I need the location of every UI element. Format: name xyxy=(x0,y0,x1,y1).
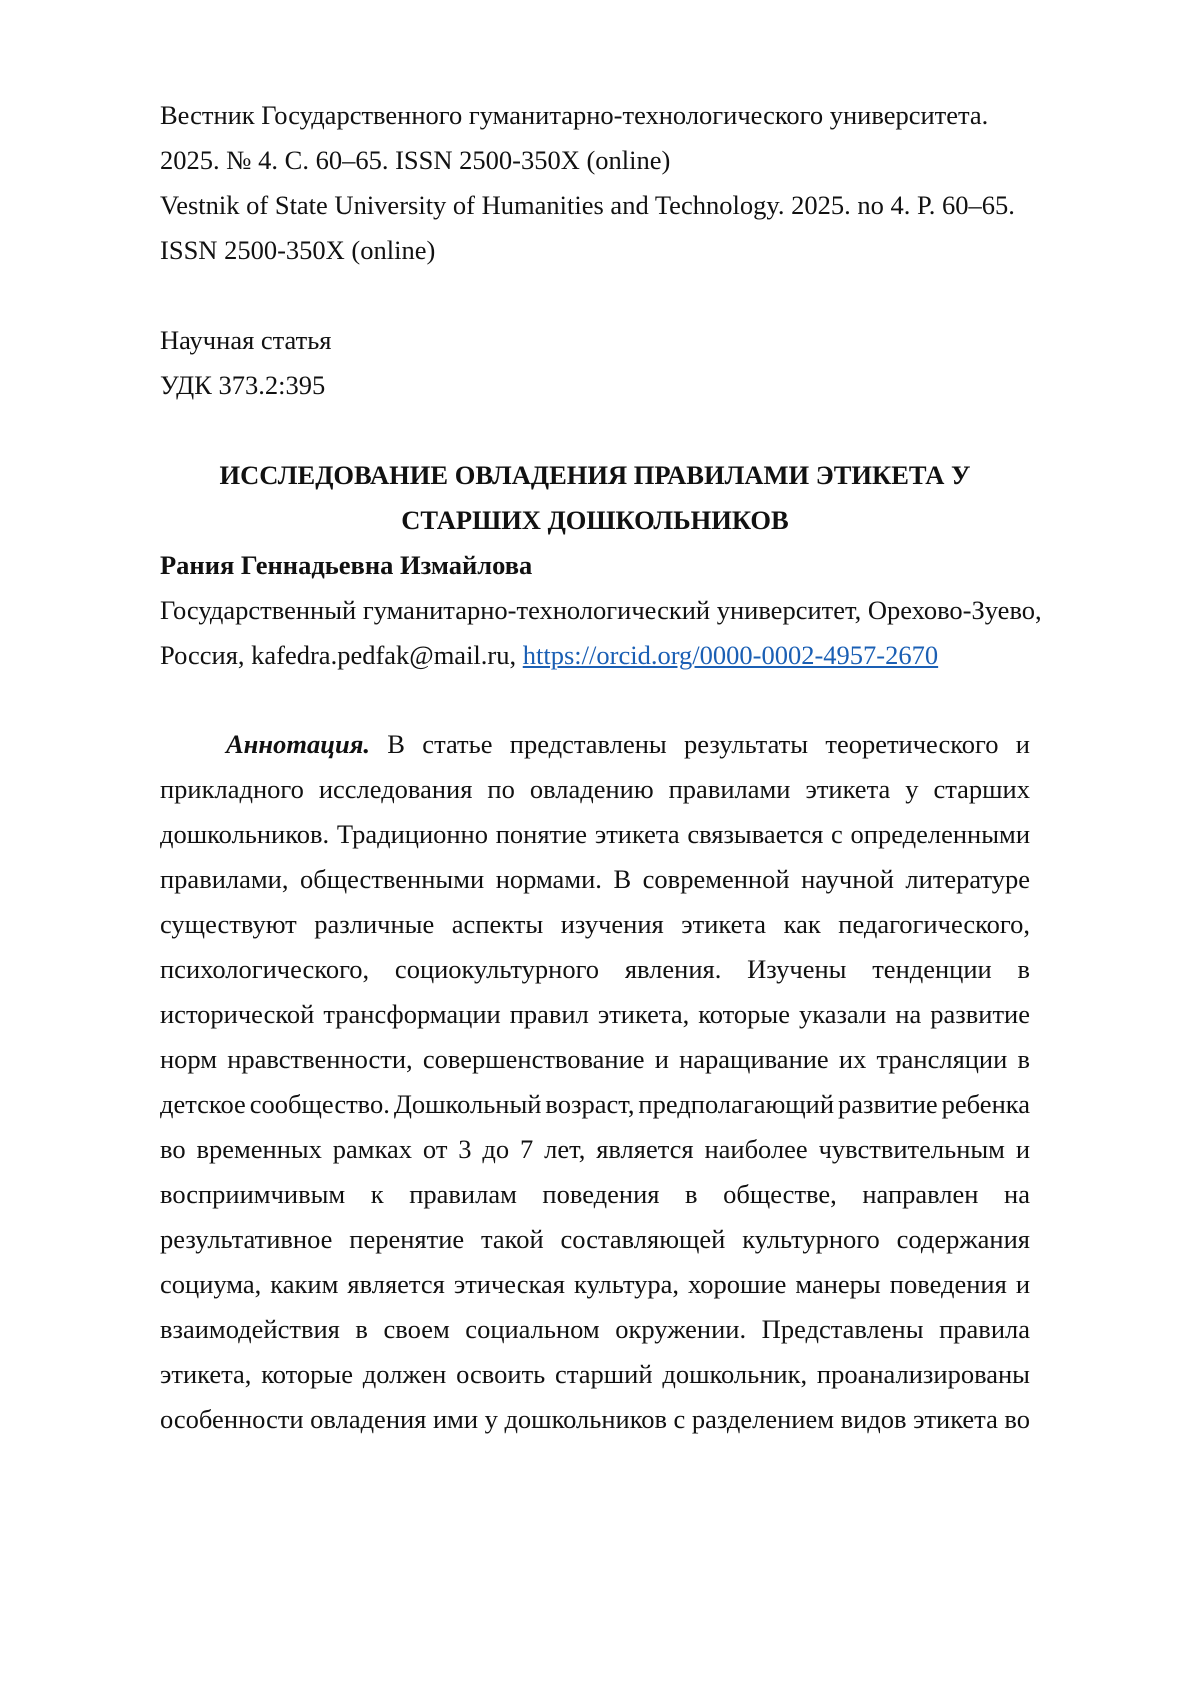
citation-line-ru-issue: 2025. № 4. С. 60–65. ISSN 2500-350X (online) xyxy=(160,145,671,175)
abstract-label: Аннотация. xyxy=(226,729,370,759)
abstract-line: особенности овладения ими у дошкольников с разделением видов этикета во xyxy=(160,1404,1030,1434)
abstract-line: правилами, общественными нормами. В современной научной литературе xyxy=(160,864,1030,894)
abstract-line: существуют различные аспекты изучения этикета как педагогического, xyxy=(160,909,1030,939)
abstract-line: исторической трансформации правил этикета, которые указали на развитие xyxy=(160,999,1030,1029)
abstract-line: детское сообщество. Дошкольный возраст, предполагающий развитие ребенка xyxy=(160,1089,1030,1119)
abstract-text: В статье представлены результаты теоретического и xyxy=(369,729,1030,759)
abstract-line xyxy=(160,729,1030,759)
citation-line-en: Vestnik of State University of Humanities and Technology. 2025. no 4. P. 60–65. xyxy=(160,190,1015,220)
abstract-line: психологического, социокультурного явления. Изучены тенденции в xyxy=(160,954,1030,984)
abstract-line: восприимчивым к правилам поведения в обществе, направлен на xyxy=(160,1179,1030,1209)
orcid-link[interactable]: https://orcid.org/0000-0002-4957-2670 xyxy=(522,640,939,670)
author-name: Рания Геннадьевна Измайлова xyxy=(160,550,533,580)
abstract-line: дошкольников. Традиционно понятие этикета связывается с определенными xyxy=(160,819,1030,849)
udc-code: УДК 373.2:395 xyxy=(160,370,326,400)
abstract-line: социума, каким является этическая культура, хорошие манеры поведения и xyxy=(160,1269,1030,1299)
abstract-line: взаимодействия в своем социальном окружении. Представлены правила xyxy=(160,1314,1030,1344)
title-line-1: ИССЛЕДОВАНИЕ ОВЛАДЕНИЯ ПРАВИЛАМИ ЭТИКЕТА У xyxy=(219,460,971,490)
article-type: Научная статья xyxy=(160,325,332,355)
abstract-line: результативное перенятие такой составляющей культурного содержания xyxy=(160,1224,1030,1254)
abstract-line: норм нравственности, совершенствование и наращивание их трансляции в xyxy=(160,1044,1030,1074)
affiliation-email: Россия, kafedra.pedfak@mail.ru, xyxy=(160,640,523,670)
citation-line-en-issn: ISSN 2500-350X (online) xyxy=(160,235,436,265)
abstract-line: во временных рамках от 3 до 7 лет, является наиболее чувствительным и xyxy=(160,1134,1030,1164)
title-line-2: СТАРШИХ ДОШКОЛЬНИКОВ xyxy=(401,505,789,535)
affiliation-contacts xyxy=(160,640,938,670)
affiliation-line: Государственный гуманитарно-технологический университет, Орехово-Зуево, xyxy=(160,595,1042,625)
abstract-line: этикета, которые должен освоить старший дошкольник, проанализированы xyxy=(160,1359,1030,1389)
abstract-line: прикладного исследования по овладению правилами этикета у старших xyxy=(160,774,1030,804)
citation-line-ru: Вестник Государственного гуманитарно-технологического университета. xyxy=(160,100,989,130)
